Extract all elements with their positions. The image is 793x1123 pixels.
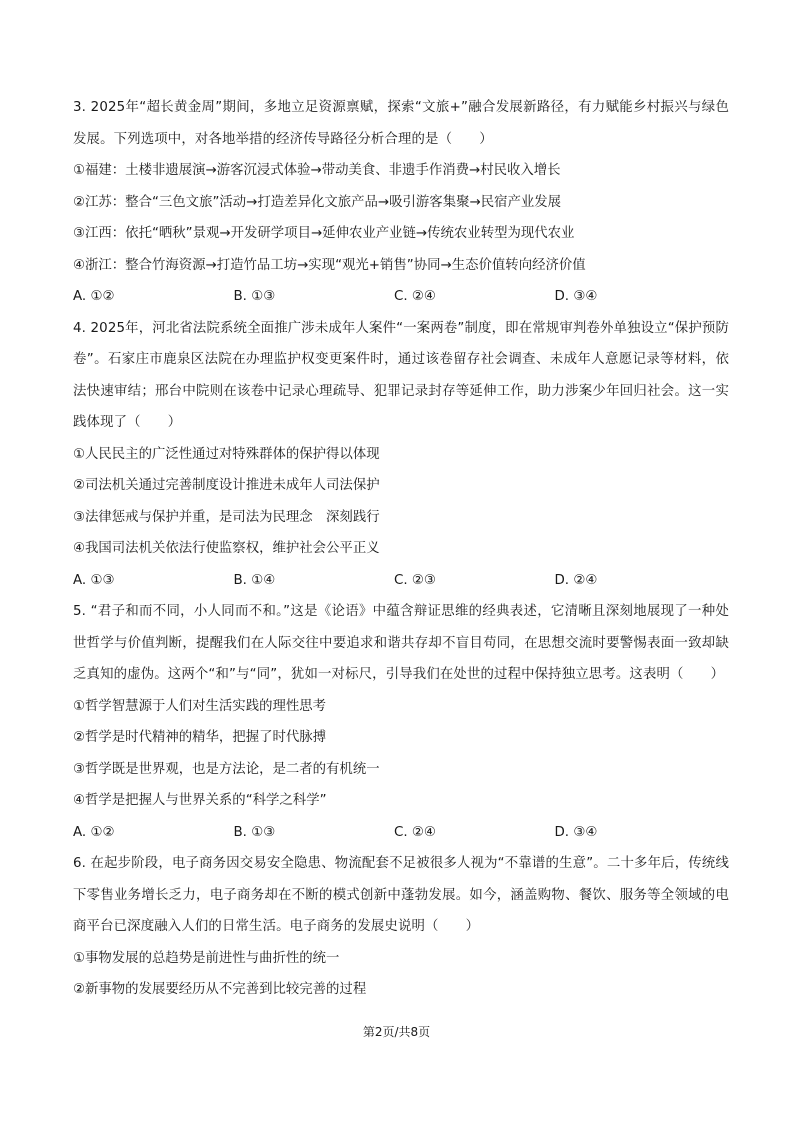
choice-b: B. ①③ (233, 289, 276, 304)
question-5 (73, 596, 729, 848)
choice-c: C. ②③ (394, 572, 436, 588)
statement-option: ②司法机关通过完善制度设计推进未成年人司法保护 (73, 478, 380, 493)
statement-option: ①事物发展的总趋势是前进性与曲折性的统一 (73, 950, 340, 966)
choice-b: B. ①④ (233, 572, 276, 588)
statement-option: ④我国司法机关依法行使监察权，维护社会公平正义 (73, 541, 380, 556)
choice-c: C. ②④ (394, 824, 436, 840)
statement-option: ②新事物的发展要经历从不完善到比较完善的过程 (73, 982, 367, 997)
statement-option: ③江西：依托“晒秋”景观→开发研学项目→延伸农业产业链→传统农业转型为现代农业 (73, 226, 575, 241)
question-stem: 6. 在起步阶段，电子商务因交易安全隐患、物流配套不足被很多人视为“不靠谱的生意”。二十多年后，传统线下零售业务增长乏力，电子商务却在不断的模式创新中蓬勃发展。如今，涵盖购物、餐饮、服务等全领域的电商平台已深度融入人们的日常生活。电子商务的发展史说明（ ） (73, 856, 729, 934)
statement-option: ③哲学既是世界观，也是方法论，是二者的有机统一 (73, 761, 380, 777)
choice-a: A. ①② (73, 289, 115, 304)
question-stem: 3. 2025年“超长黄金周”期间，多地立足资源禀赋，探索“文旅+”融合发展新路径，有力赋能乡村振兴与绿色发展。下列选项中，对各地举措的经济传导路径分析合理的是（ ） (73, 100, 729, 147)
choice-a: A. ①③ (73, 572, 115, 588)
statement-option: ④哲学是把握人与世界关系的“科学之科学” (73, 793, 327, 808)
statement-option: ③法律惩戒与保护并重，是司法为民理念 深刻践行 (73, 509, 380, 525)
answer-choices (73, 281, 729, 313)
choice-b: B. ①③ (233, 824, 276, 840)
question-stem: 5. “君子和而不同，小人同而不和。”这是《论语》中蕴含辩证思维的经典表述，它清晰且深刻地展现了一种处世哲学与价值判断，提醒我们在人际交往中要追求和谐共存却不盲目苟同，在思想交流时要警惕表面一致却缺乏真知的虚伪。这两个“和”与“同”，犹如一对标尺，引导我们在处世的过程中保持独立思考。这表明（ ） (73, 604, 729, 682)
question-list (73, 92, 729, 1006)
statement-option: ④浙江：整合竹海资源→打造竹品工坊→实现“观光+销售”协同→生态价值转向经济价值 (73, 257, 586, 273)
question-4 (73, 313, 729, 597)
statement-option: ②哲学是时代精神的精华，把握了时代脉搏 (73, 730, 327, 745)
statement-option: ②江苏：整合“三色文旅”活动→打造差异化文旅产品→吸引游客集聚→民宿产业发展 (73, 194, 562, 210)
choice-d: D. ③④ (554, 824, 598, 840)
choice-a: A. ①② (73, 824, 115, 840)
choice-c: C. ②④ (394, 289, 436, 304)
statement-option: ①哲学智慧源于人们对生活实践的理性思考 (73, 698, 327, 714)
statement-option: ①福建：土楼非遗展演→游客沉浸式体验→带动美食、非遗手作消费→村民收入增长 (73, 163, 561, 178)
question-stem: 4. 2025年，河北省法院系统全面推广涉未成年人案件“一案两卷”制度，即在常规审判卷外单独设立“保护预防卷”。石家庄市鹿泉区法院在办理监护权变更案件时，通过该卷留存社会调查、未成年人意愿记录等材料，依法快速审结；邢台中院则在该卷中记录心理疏导、犯罪记录封存等延伸工作，助力涉案少年回归社会。这一实践体现了（ ） (73, 320, 729, 430)
answer-choices (73, 817, 729, 849)
page-number-footer: 第2页/共8页 (362, 1025, 431, 1039)
answer-choices (73, 565, 729, 597)
statement-option: ①人民民主的广泛性通过对特殊群体的保护得以体现 (73, 446, 380, 462)
question-3 (73, 92, 729, 313)
question-6 (73, 848, 729, 1006)
choice-d: D. ③④ (554, 289, 598, 304)
choice-d: D. ②④ (554, 572, 598, 588)
